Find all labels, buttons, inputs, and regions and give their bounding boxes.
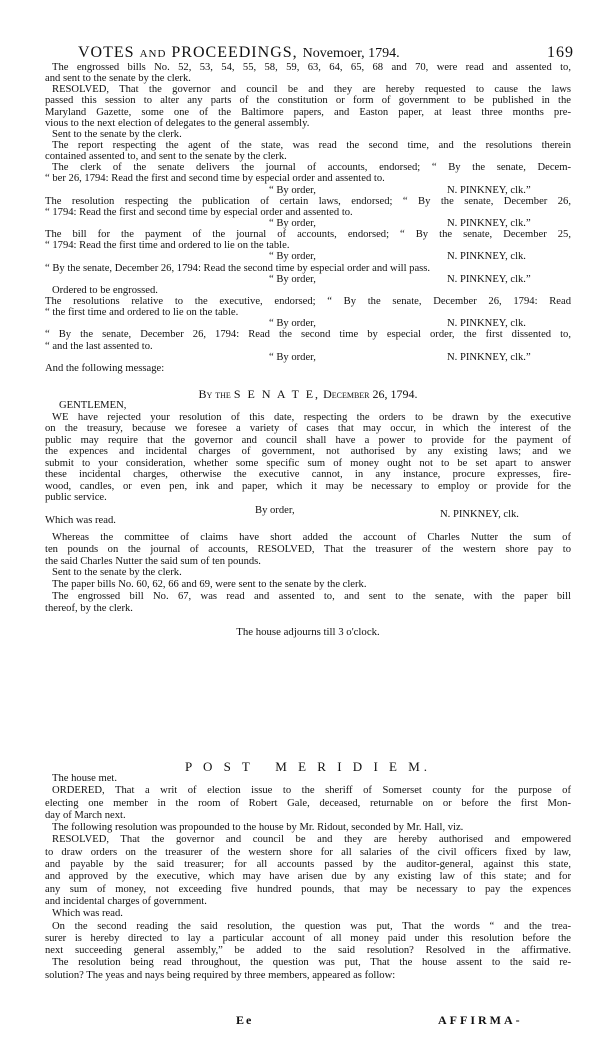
text-line: any sum of money, not exceeding five hundred pounds, that may be necessary to pay the expences <box>45 883 571 895</box>
text-line: The bill for the payment of the journal of accounts, endorsed; “ By the senate, December 25, <box>45 229 571 241</box>
text-line: wood, candles, or even pen, ink and paper, which it may be necessary to employ or provide for the <box>45 480 571 492</box>
clerk-name: N. PINKNEY, clk. <box>440 509 519 520</box>
text-line: “ 1794: Read the first and second time by especial order and assented to. <box>45 206 353 218</box>
text-line: “ ber 26, 1794: Read the first and second time by especial order and assented to. <box>45 173 385 185</box>
adjournment: The house adjourns till 3 o'clock. <box>236 626 380 638</box>
text-line: passed this session to alter any parts of the constitution or form of government to be published in the <box>45 95 571 107</box>
heading-date: December 26, 1794. <box>323 387 418 401</box>
header-title: VOTES <box>78 44 135 61</box>
text-line: and incidental charges of government. <box>45 895 207 907</box>
text-line: to draw orders on the treasurer of the western shore for all salaries of the civil officers fixed by law, <box>45 846 571 858</box>
text-line: “ and the last assented to. <box>45 340 153 352</box>
text-line: “ 1794: Read the first time and ordered to lie on the table. <box>45 240 290 252</box>
signature-line <box>45 318 571 329</box>
by-order: “ By order, <box>269 318 316 330</box>
text-line: Which was read. <box>52 908 123 920</box>
text-line: surer is hereby directed to lay a particular account of all money paid under this resolution before the <box>45 932 571 944</box>
text-line: next succeeding general assembly,” be added to the said resolution? Resolved in the affirmative. <box>45 945 571 957</box>
clerk-name: N. PINKNEY, clk.” <box>447 217 531 229</box>
text-line: The following resolution was propounded to the house by Mr. Ridout, seconded by Mr. Hall, viz. <box>52 822 464 834</box>
post-meridiem-heading: P O S T M E R I D I E M. <box>184 759 432 774</box>
text-line: Whereas the committee of claims have short added the account of Charles Nutter the sum of <box>52 532 571 543</box>
text-line: ten pounds on the journal of accounts, RESOLVED, That the treasurer of the western shore pay to <box>45 543 571 555</box>
by-order: “ By order, <box>269 184 316 196</box>
salutation: GENTLEMEN, <box>59 400 127 411</box>
text-line: electing one member in the room of Robert Gale, deceased, returnable on or before the first Mon- <box>45 797 571 809</box>
text-line: Sent to the senate by the clerk. <box>52 128 182 140</box>
message-signature <box>45 505 571 529</box>
signature-mark: Ee <box>236 1013 254 1027</box>
header-and: and <box>139 44 167 61</box>
signature-line <box>45 251 571 262</box>
text-line: “ the first time and ordered to lie on the table. <box>45 307 239 319</box>
text-line: The resolution being read throughout, the question was put, That the house assent to the said re- <box>52 957 571 969</box>
text-line: and sent to the senate by the clerk. <box>45 73 191 85</box>
clerk-name: N. PINKNEY, clk.” <box>447 351 531 363</box>
which-was-read: Which was read. <box>45 515 116 526</box>
text-line: Sent to the senate by the clerk. <box>52 567 182 579</box>
clerk-name: N. PINKNEY, clk. <box>447 251 526 263</box>
header-date: Novemoer, 1794. <box>302 46 400 61</box>
text-line: and payable by the said treasurer; for all accounts passed by the auditor-general, against this state, <box>45 859 571 871</box>
text-line: “ By the senate, December 26, 1794: Read the second time by especial order and will pass. <box>45 262 431 274</box>
heading-by-the: By the <box>198 387 231 401</box>
heading-senate: S E N A T E, <box>233 387 321 401</box>
page-number: 169 <box>547 44 574 61</box>
text-line: contained assented to, and sent to the senate by the clerk. <box>45 151 287 163</box>
text-line: Ordered to be engrossed. <box>52 284 158 296</box>
text-line: thereof, by the clerk. <box>45 602 133 614</box>
clerk-name: N. PINKNEY, clk.” <box>447 273 531 285</box>
signature-line <box>45 218 571 229</box>
text-line: On the second reading the said resolution, the question was put, That the words “ and the trea- <box>52 920 571 932</box>
proceedings-part-2 <box>45 532 571 615</box>
senate-message <box>45 400 571 504</box>
text-line: The engrossed bills No. 52, 53, 54, 55, 58, 59, 63, 64, 65, 68 and 70, were read and assented to, <box>52 62 571 73</box>
text-line: on the treasury, because we foresee a variety of cases that may occur, in which the interest of the <box>45 423 571 434</box>
catchword: AFFIRMA- <box>438 1013 523 1027</box>
text-line: WE have rejected your resolution of this date, respecting the orders to be drawn by the executive <box>52 411 571 423</box>
text-line: Maryland Gazette, some one of the Baltimore papers, and Easton paper, at least three months pre- <box>45 106 571 118</box>
running-header <box>78 44 574 62</box>
text-line: public may require that the governor and council shall have a power to provide for the payment of <box>45 434 571 446</box>
text-line: these incidental charges, otherwise the executive cannot, in any instance, procure expresses, fire- <box>45 469 571 480</box>
text-line: The clerk of the senate delivers the journal of accounts, endorsed; “ By the senate, Decem- <box>52 162 571 174</box>
proceedings-part-1 <box>45 62 571 374</box>
text-line: RESOLVED, That the governor and council be and they are hereby requested to cause the laws <box>52 84 571 96</box>
text-line: The house met. <box>52 773 118 784</box>
by-order: “ By order, <box>269 351 316 363</box>
text-line: submit to your consideration, whether some specific sum of money ought not to be set apart to answer <box>45 457 571 469</box>
text-line: vious to the next election of delegates to the general assembly. <box>45 117 310 129</box>
header-proceedings: PROCEEDINGS, <box>171 44 298 61</box>
signature-line <box>45 185 571 196</box>
by-order: “ By order, <box>269 217 316 229</box>
by-order: “ By order, <box>269 273 316 285</box>
text-line: solution? The yeas and nays being required by three members, appeared as follow: <box>45 969 396 981</box>
text-line: ORDERED, That a writ of election issue to the sheriff of Somerset county for the purpose of <box>52 785 571 797</box>
clerk-name: N. PINKNEY, clk.” <box>447 184 531 196</box>
text-line: The resolution respecting the publication of certain laws, endorsed; “ By the senate, December 26, <box>45 195 571 207</box>
text-line: The paper bills No. 60, 62, 66 and 69, were sent to the senate by the clerk. <box>52 579 367 591</box>
text-line: The resolutions relative to the executive, endorsed; “ By the senate, December 26, 1794: Read <box>45 295 571 307</box>
signature-line <box>45 352 571 363</box>
text-line: the expences and incidental charges of government, not authorised by any existing laws; and we <box>45 446 571 457</box>
text-line: And the following message: <box>45 362 165 374</box>
by-order: “ By order, <box>269 251 316 263</box>
text-line: the said Charles Nutter the said sum of ten pounds. <box>45 555 261 567</box>
proceedings-part-3 <box>45 773 571 982</box>
text-line: “ By the senate, December 26, 1794: Read the second time by especial order, the first dissented to, <box>45 329 571 341</box>
text-line: RESOLVED, That the governor and council be and they are hereby authorised and empowered <box>52 834 571 846</box>
by-order: By order, <box>255 505 295 516</box>
text-line: The report respecting the agent of the state, was read the second time, and the resolutions therein <box>52 139 571 151</box>
signature-line <box>45 274 571 285</box>
clerk-name: N. PINKNEY, clk. <box>447 318 526 330</box>
text-line: public service. <box>45 492 107 503</box>
text-line: and approved by the executive, which may have arisen due by any existing law of this state; and for <box>45 871 571 883</box>
text-line: day of March next. <box>45 809 126 821</box>
text-line: The engrossed bill No. 67, was read and assented to, and sent to the senate, with the paper bill <box>52 590 571 602</box>
